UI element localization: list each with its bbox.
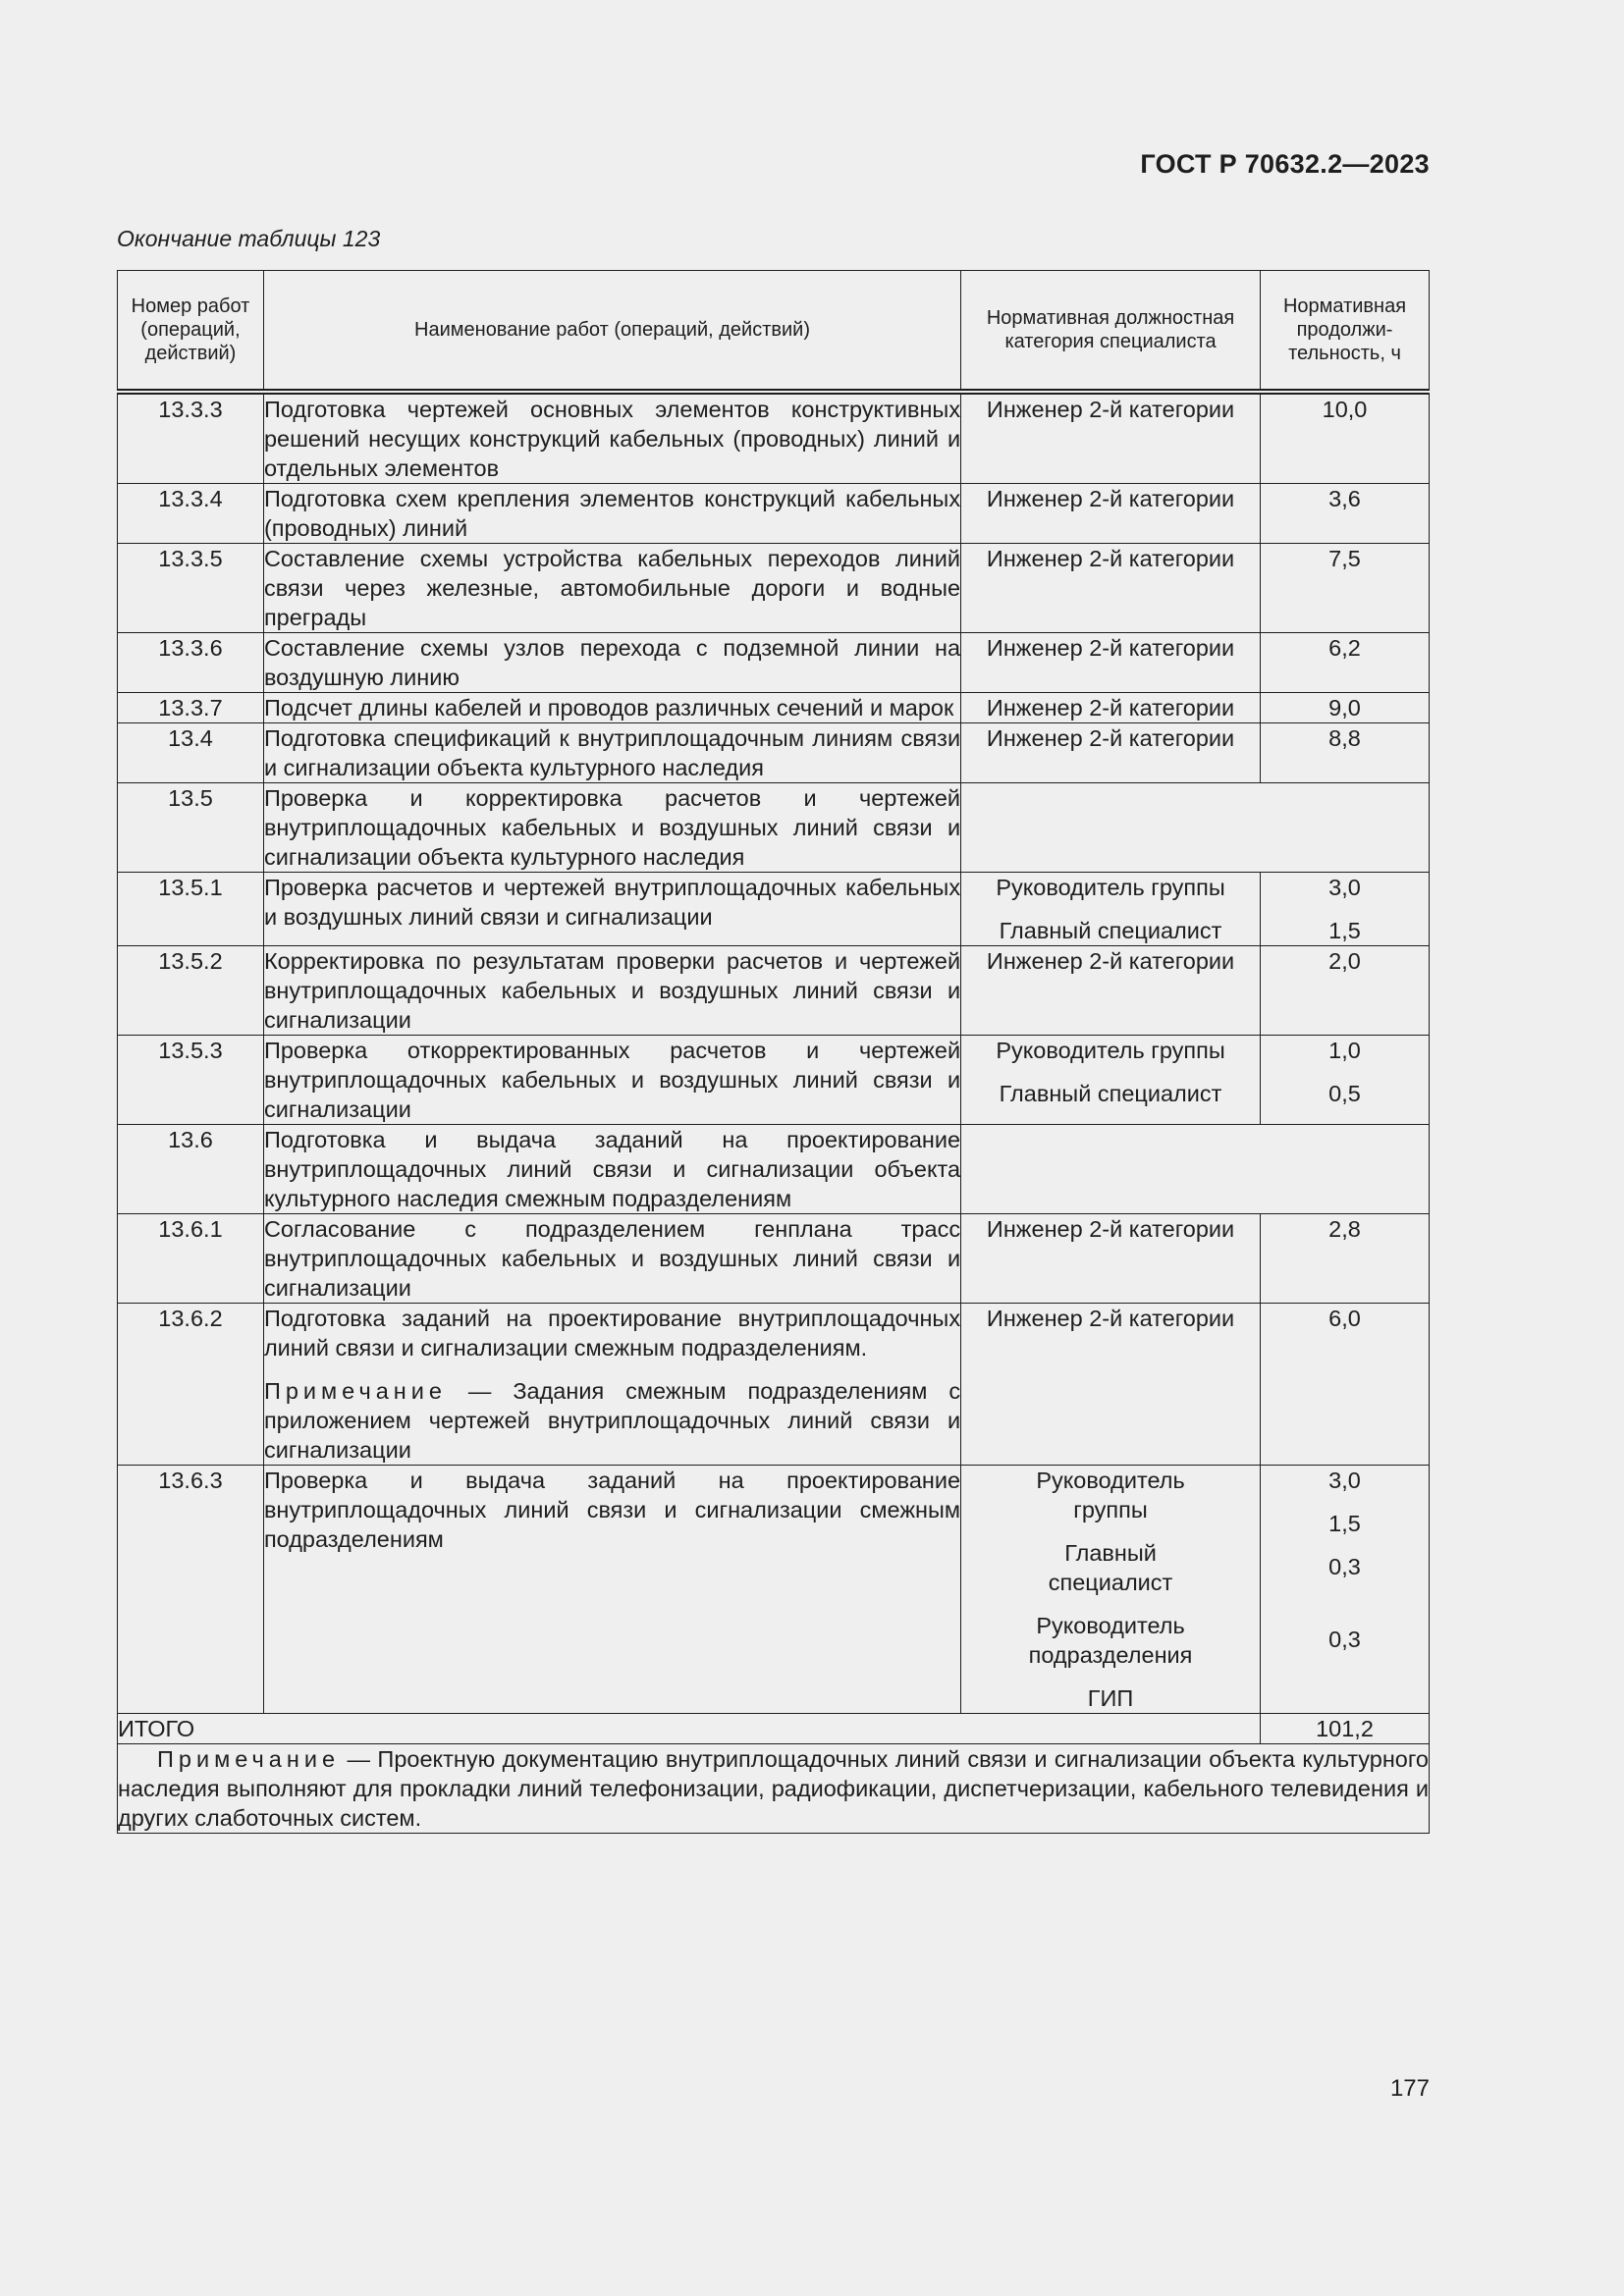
table-row: [118, 946, 1430, 1036]
duration-value: 8,8: [1328, 725, 1361, 751]
work-name-text: Проверка расчетов и чертежей внутриплощадочных кабельных и воздушных линий связи и сигнализации: [263, 875, 961, 930]
work-number: 13.3.6: [118, 633, 264, 693]
specialist-category: [961, 946, 1261, 1036]
work-number: 13.5.3: [118, 1036, 264, 1125]
duration-value: 9,0: [1328, 695, 1361, 721]
work-name-text: Составление схемы узлов перехода с подземной линии на воздушную линию: [263, 635, 961, 690]
column-header-duration: Нормативная продолжи-тельность, ч: [1261, 271, 1430, 393]
table-footnote: [118, 1744, 1430, 1834]
work-name-text: Подготовка спецификаций к внутриплощадочным линиям связи и сигнализации объекта культурного наследия: [263, 725, 961, 780]
specialist-category-item: Главный специалист: [999, 1081, 1222, 1106]
specialist-category-item: Инженер 2-й категории: [986, 1306, 1235, 1331]
work-name: [263, 544, 960, 633]
table-row: [118, 1304, 1430, 1466]
work-note-label: Примечание: [263, 1378, 447, 1404]
specialist-category-item: Главный специалист: [999, 918, 1222, 943]
table-row: [118, 633, 1430, 693]
work-number: 13.3.7: [118, 693, 264, 723]
work-number: 13.3.4: [118, 484, 264, 544]
column-header-name: Наименование работ (операций, действий): [263, 271, 960, 393]
specialist-category: [961, 693, 1261, 723]
work-name-text: Подготовка чертежей основных элементов конструктивных решений несущих конструкций кабельных (проводных) линий и отдельных элементов: [263, 397, 961, 481]
work-norms-table: [117, 270, 1430, 1834]
duration-value: [1261, 1581, 1429, 1611]
specialist-category-item: Инженер 2-й категории: [986, 695, 1235, 721]
specialist-category: [961, 633, 1261, 693]
footnote-row: [118, 1744, 1430, 1834]
duration: [1261, 484, 1430, 544]
specialist-category: [961, 1214, 1261, 1304]
specialist-category-item: Руководитель группы: [996, 875, 1225, 900]
table-header-row: [118, 271, 1430, 393]
duration-value: 10,0: [1322, 397, 1368, 422]
duration: [1261, 1466, 1430, 1714]
specialist-category-item: Руководитель группы: [996, 1038, 1225, 1063]
work-name: [263, 946, 960, 1036]
work-name-text: Подготовка заданий на проектирование внутриплощадочных линий связи и сигнализации смежным подразделениям.: [263, 1306, 961, 1361]
work-name: [263, 1304, 960, 1466]
work-name-text: Согласование с подразделением генплана трасс внутриплощадочных кабельных и воздушных линий связи и сигнализации: [263, 1216, 961, 1301]
work-name-text: Корректировка по результатам проверки расчетов и чертежей внутриплощадочных кабельных и воздушных линий связи и сигнализации: [263, 948, 961, 1033]
specialist-category-item: Инженер 2-й категории: [986, 397, 1235, 422]
duration-value: 2,8: [1328, 1216, 1361, 1242]
duration-value: 3,0: [1328, 1468, 1361, 1493]
column-header-category: Нормативная должностная категория специалиста: [961, 271, 1261, 393]
duration-value: 3,6: [1328, 486, 1361, 511]
work-name: [263, 1036, 960, 1125]
work-number: 13.6.1: [118, 1214, 264, 1304]
footnote-text: — Проектную документацию внутриплощадочных линий связи и сигнализации объекта культурного наследия выполняют для прокладки линий телефонизации, радиофикации, диспетчеризации, кабельного телевидения и других слаботочных систем.: [118, 1746, 1429, 1831]
work-number: 13.6: [118, 1125, 264, 1214]
specialist-category: [961, 723, 1261, 783]
specialist-category-item: ГИП: [1087, 1685, 1134, 1711]
duration: [1261, 693, 1430, 723]
work-name: [263, 723, 960, 783]
duration: [1261, 1304, 1430, 1466]
work-name: [263, 693, 960, 723]
document-standard-header: ГОСТ Р 70632.2—2023: [1140, 149, 1430, 179]
table-body: [118, 392, 1430, 1714]
duration-value: 0,3: [1328, 1554, 1361, 1579]
table-row: [118, 1036, 1430, 1125]
specialist-category: [961, 544, 1261, 633]
work-name: [263, 484, 960, 544]
specialist-category-item: Руководитель подразделения: [1028, 1613, 1193, 1668]
table-row: [118, 693, 1430, 723]
work-name-text: Подсчет длины кабелей и проводов различных сечений и марок: [263, 695, 954, 721]
work-name: [263, 392, 960, 484]
work-name: [263, 1125, 960, 1214]
table-row: [118, 723, 1430, 783]
table-row: [118, 1125, 1430, 1214]
specialist-category-item: Инженер 2-й категории: [986, 635, 1235, 661]
duration-value: 3,0: [1328, 875, 1361, 900]
specialist-category-item: Инженер 2-й категории: [986, 486, 1235, 511]
work-name-text: Подготовка и выдача заданий на проектирование внутриплощадочных линий связи и сигнализации объекта культурного наследия смежным подразделениям: [263, 1127, 961, 1211]
work-number: 13.5: [118, 783, 264, 873]
specialist-category-item: Инженер 2-й категории: [986, 1216, 1235, 1242]
specialist-category-item: Руководитель группы: [1036, 1468, 1185, 1522]
duration-value: 2,0: [1328, 948, 1361, 974]
specialist-category-item: Инженер 2-й категории: [986, 725, 1235, 751]
work-name: [263, 783, 960, 873]
duration-value: 1,5: [1328, 918, 1361, 943]
work-number: 13.6.2: [118, 1304, 264, 1466]
work-name-text: Подготовка схем крепления элементов конструкций кабельных (проводных) линий: [263, 486, 961, 541]
duration: [1261, 392, 1430, 484]
work-note-text: — Задания смежным подразделениям с приложением чертежей внутриплощадочных линий связи и сигнализации: [263, 1378, 961, 1463]
duration: [1261, 873, 1430, 946]
empty-category-cell: [961, 1125, 1430, 1214]
work-name-text: Проверка и корректировка расчетов и чертежей внутриплощадочных кабельных и воздушных линий связи и сигнализации объекта культурного наследия: [263, 785, 961, 870]
specialist-category-item: Инженер 2-й категории: [986, 948, 1235, 974]
specialist-category: [961, 873, 1261, 946]
duration-value: 1,5: [1328, 1511, 1361, 1536]
column-header-number: Номер работ (операций, действий): [118, 271, 264, 393]
work-number: 13.5.2: [118, 946, 264, 1036]
work-note: [264, 1376, 960, 1465]
footnote-label: Примечание: [157, 1746, 341, 1772]
work-number: 13.3.3: [118, 392, 264, 484]
specialist-category: [961, 484, 1261, 544]
table-caption: Окончание таблицы 123: [117, 226, 381, 251]
duration-value: 0,5: [1328, 1081, 1361, 1106]
duration: [1261, 1214, 1430, 1304]
duration: [1261, 723, 1430, 783]
page-number: 177: [1389, 2075, 1430, 2102]
specialist-category: [961, 392, 1261, 484]
work-name-text: Проверка откорректированных расчетов и чертежей внутриплощадочных кабельных и воздушных линий связи и сигнализации: [263, 1038, 961, 1122]
duration-value: 6,2: [1328, 635, 1361, 661]
specialist-category: [961, 1036, 1261, 1125]
total-label: ИТОГО: [118, 1714, 1261, 1744]
duration: [1261, 1036, 1430, 1125]
work-number: 13.4: [118, 723, 264, 783]
table-row: [118, 783, 1430, 873]
specialist-category: [961, 1466, 1261, 1714]
empty-category-cell: [961, 783, 1430, 873]
work-number: 13.3.5: [118, 544, 264, 633]
work-name: [263, 873, 960, 946]
specialist-category-item: Инженер 2-й категории: [986, 546, 1235, 571]
work-name: [263, 633, 960, 693]
table-row: [118, 873, 1430, 946]
table-row: [118, 1214, 1430, 1304]
duration-value: 6,0: [1328, 1306, 1361, 1331]
work-number: 13.6.3: [118, 1466, 264, 1714]
work-name: [263, 1214, 960, 1304]
table-row: [118, 484, 1430, 544]
work-name-text: Проверка и выдача заданий на проектирование внутриплощадочных линий связи и сигнализации смежным подразделениям: [263, 1468, 961, 1552]
duration-value: 0,3: [1328, 1627, 1361, 1652]
duration: [1261, 633, 1430, 693]
work-number: 13.5.1: [118, 873, 264, 946]
specialist-category: [961, 1304, 1261, 1466]
work-name: [263, 1466, 960, 1714]
duration-value: 1,0: [1328, 1038, 1361, 1063]
table-row: [118, 1466, 1430, 1714]
duration: [1261, 946, 1430, 1036]
total-row: [118, 1714, 1430, 1744]
duration: [1261, 544, 1430, 633]
table-row: [118, 544, 1430, 633]
table-row: [118, 392, 1430, 484]
total-value: 101,2: [1261, 1714, 1430, 1744]
work-name-text: Составление схемы устройства кабельных переходов линий связи через железные, автомобильные дороги и водные преграды: [263, 546, 961, 630]
duration-value: 7,5: [1328, 546, 1361, 571]
specialist-category-item: Главный специалист: [1048, 1540, 1173, 1595]
